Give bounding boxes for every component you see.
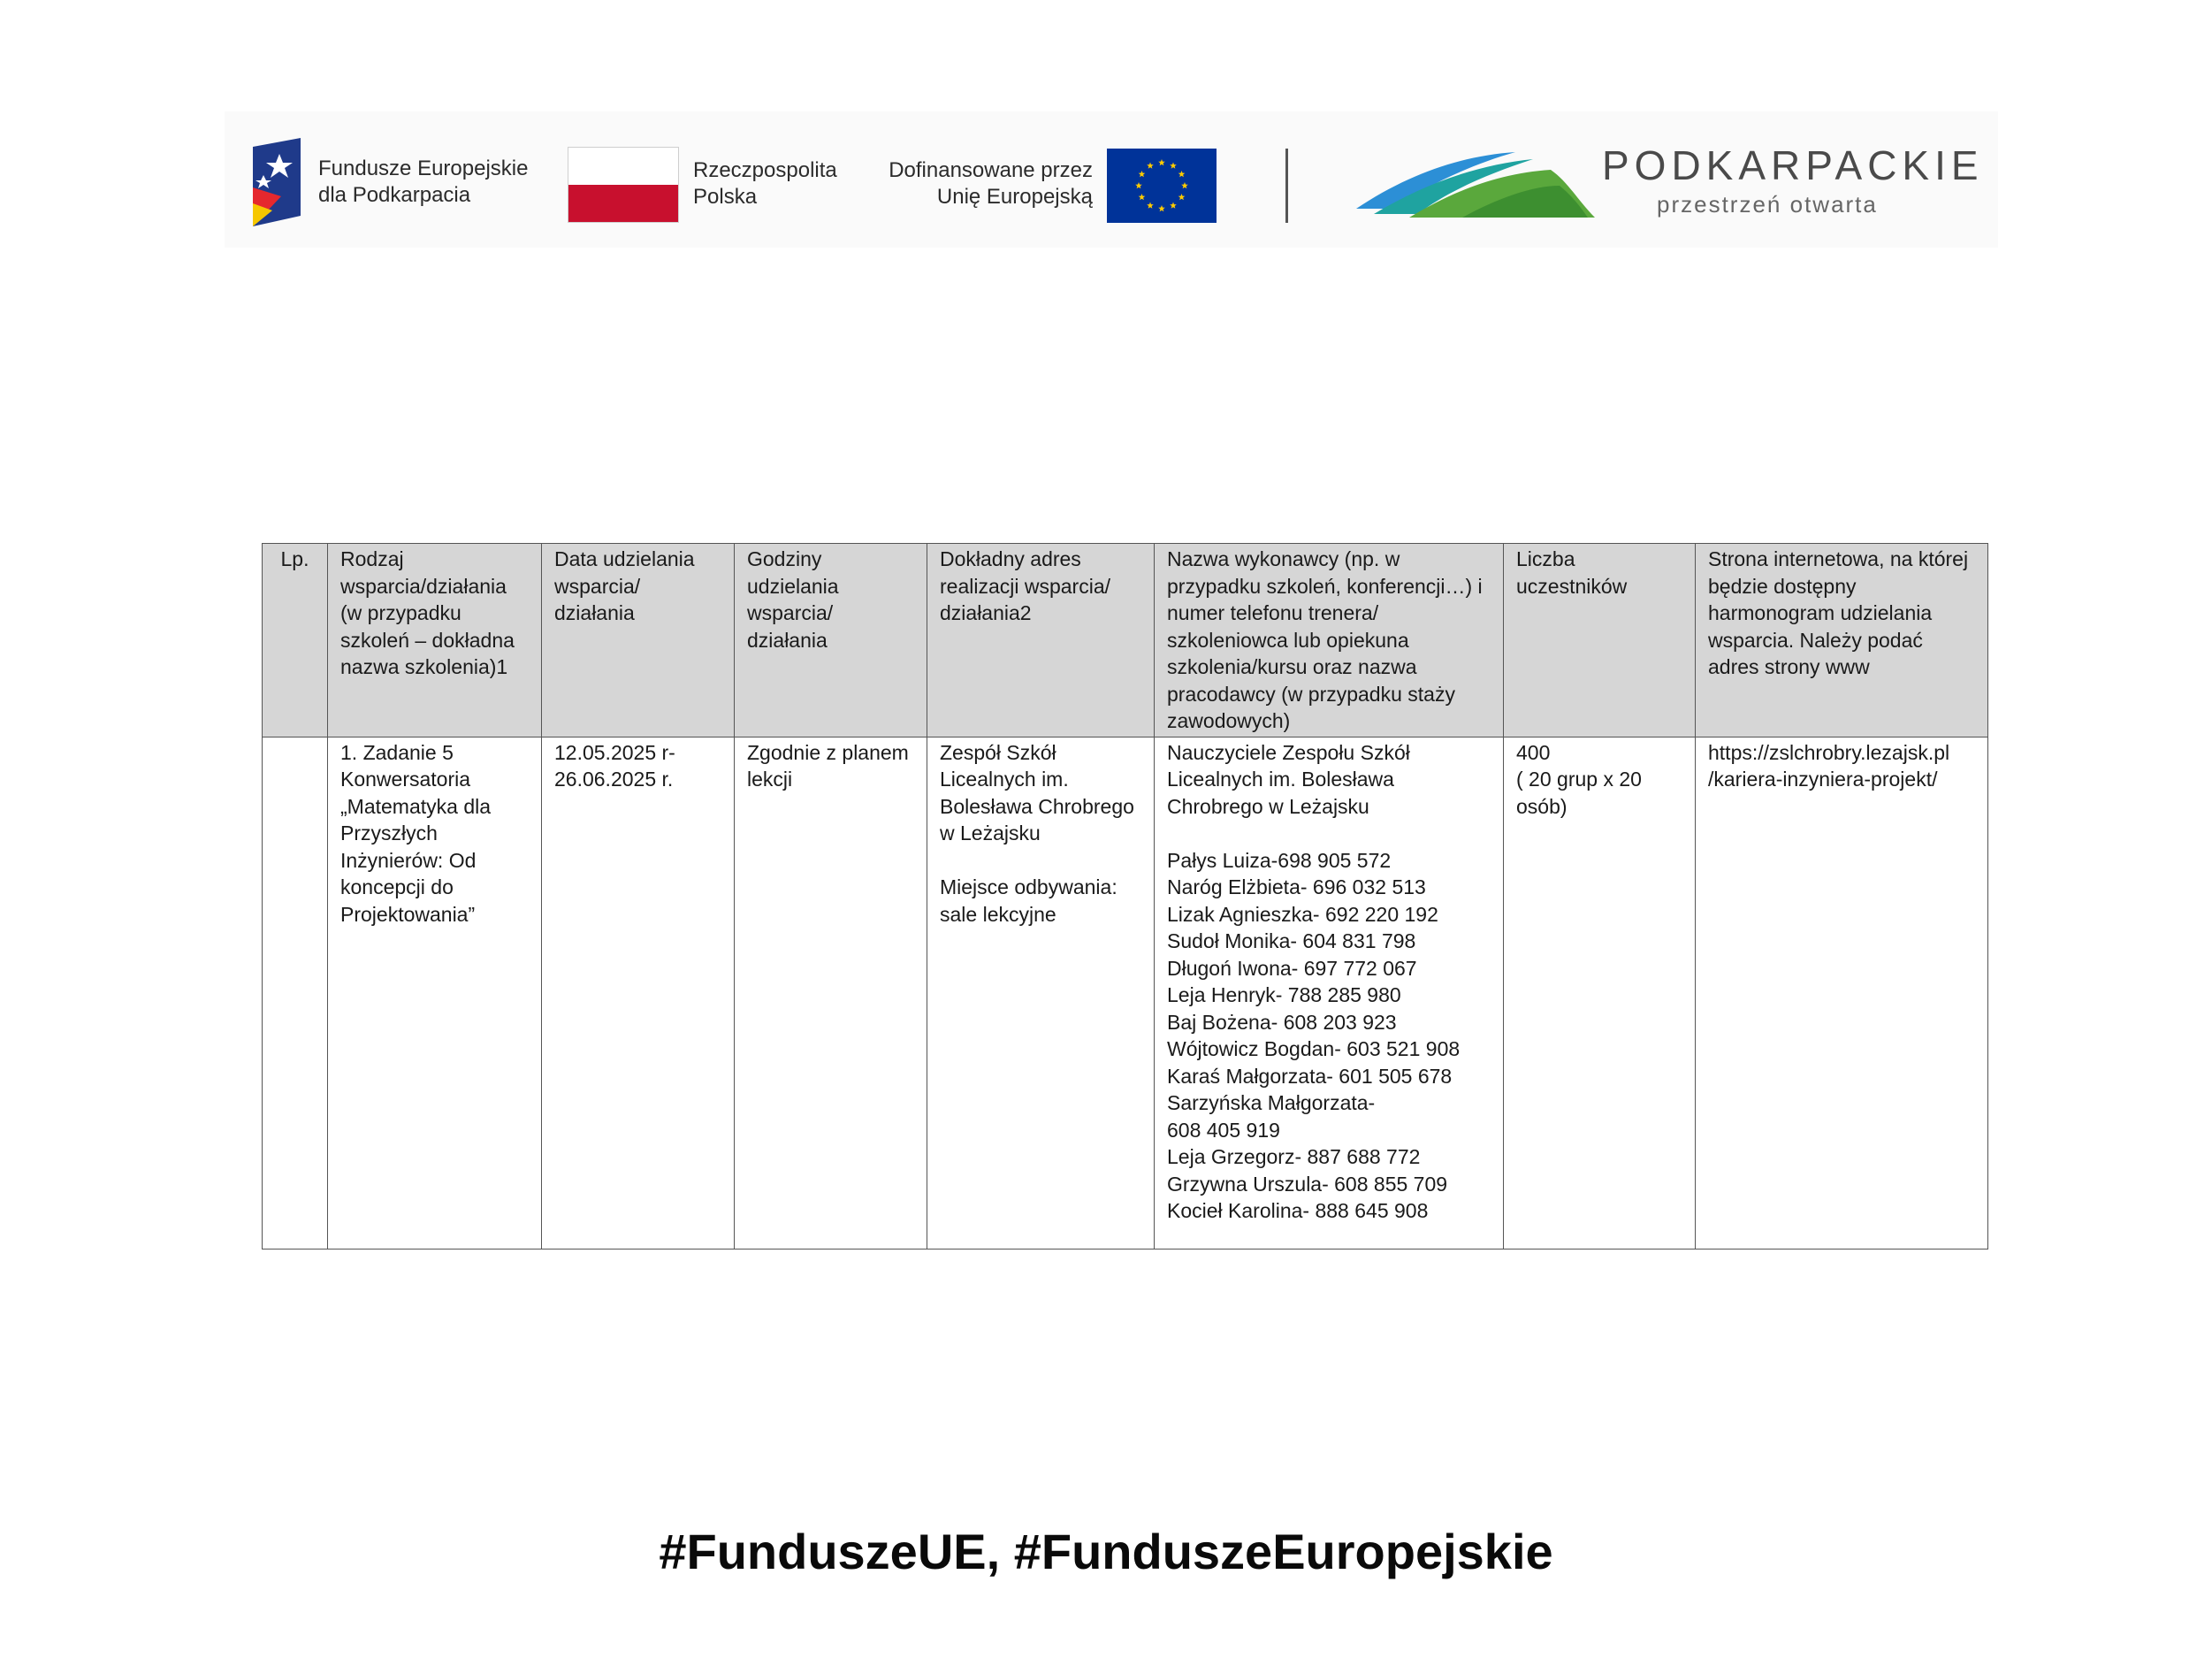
date-end: 26.06.2025 r. [554,768,674,791]
podkarpackie-name: PODKARPACKIE [1602,142,1984,188]
rp-logo-line2: Polska [693,185,758,209]
eu-star-icon [1178,171,1186,177]
cell-strona [1696,737,1988,1249]
eu-funding-logo [881,147,1270,226]
trainer-item: Naróg Elżbieta- 696 032 513 [1167,875,1426,898]
eu-star-icon [1147,162,1154,168]
cell-rodzaj: 1. Zadanie 5 Konwersatoria „Matematyka dla Przyszłych Inżynierów: Od koncepcji do Projektowania” [328,737,542,1249]
header-lp: Lp. [263,544,328,737]
cell-godziny: Zgodnie z planem lekcji [735,737,927,1249]
header-wykonawca: Nazwa wykonawcy (np. w przypadku szkoleń, konferencji…) i numer telefonu trenera/ szkoleniowca lub opiekuna szkolenia/kursu oraz nazwa pracodawcy (w przypadku staży zawodowych) [1155,544,1504,737]
podkarpackie-logo [1356,138,1993,235]
eu-flag-icon [1107,149,1217,223]
eu-logo-text [881,157,1093,210]
fundusze-europejskie-logo [246,134,538,232]
eu-star-icon [1181,182,1188,188]
participants-detail: ( 20 grup x 20 osób) [1516,768,1642,818]
header-adres: Dokładny adres realizacji wsparcia/ działania2 [927,544,1155,737]
eu-star-icon [1158,159,1165,165]
fe-logo-line2: dla Podkarpacia [318,183,471,207]
table-row [263,737,1988,1249]
podkarpackie-tagline: przestrzeń otwarta [1657,191,1878,218]
cell-data [542,737,735,1249]
eu-star-icon [1139,194,1146,200]
trainer-item: Sarzyńska Małgorzata- [1167,1091,1376,1114]
fe-emblem-icon [246,134,308,232]
header-data: Data udzielania wsparcia/ działania [542,544,735,737]
eu-logo-line1: Dofinansowane przez [889,158,1093,182]
trainer-item: 608 405 919 [1167,1118,1280,1142]
trainer-item: Wójtowicz Bogdan- 603 521 908 [1167,1037,1461,1060]
header-liczba: Liczba uczestników [1504,544,1696,737]
participants-count: 400 [1516,740,1551,764]
cell-lp [263,737,328,1249]
trainer-item: Leja Grzegorz- 887 688 772 [1167,1145,1421,1168]
trainer-item: Lizak Agnieszka- 692 220 192 [1167,902,1438,926]
cell-wykonawca [1155,737,1504,1249]
trainer-item: Baj Bożena- 608 203 923 [1167,1010,1397,1034]
footer-hashtags: #FunduszeUE, #FunduszeEuropejskie [659,1524,1553,1579]
website-url-part1: https://zslchrobry.lezajsk.pl [1708,740,1950,764]
eu-star-icon [1170,162,1177,168]
table-header-row [263,544,1988,737]
logo-divider [1285,149,1288,223]
trainer-item: Pałys Luiza-698 905 572 [1167,848,1392,872]
eu-star-icon [1147,203,1154,209]
trainer-item: Karaś Małgorzata- 601 505 678 [1167,1064,1453,1088]
rp-logo-text [693,157,837,210]
rp-logo-line1: Rzeczpospolita [693,158,837,182]
date-start: 12.05.2025 r- [554,740,675,764]
place-text: Miejsce odbywania: sale lekcyjne [940,875,1117,926]
support-schedule-table [262,543,1988,1250]
header-strona: Strona internetowa, na której będzie dostępny harmonogram udzielania wsparcia. Należy podać adres strony www [1696,544,1988,737]
trainer-item: Sudoł Monika- 604 831 798 [1167,929,1416,952]
eu-star-icon [1158,205,1165,211]
trainer-item: Leja Henryk- 788 285 980 [1167,983,1401,1006]
logo-bar [225,111,1998,248]
header-rodzaj: Rodzaj wsparcia/działania (w przypadku szkoleń – dokładna nazwa szkolenia)1 [328,544,542,737]
podkarpackie-hills-icon [1356,147,1595,226]
cell-adres [927,737,1155,1249]
eu-logo-line2: Unię Europejską [936,185,1093,209]
website-url-part2: /kariera-inzyniera-projekt/ [1708,768,1938,791]
rzeczpospolita-logo [568,147,886,226]
eu-star-icon [1139,171,1146,177]
trainer-item: Grzywna Urszula- 608 855 709 [1167,1172,1448,1196]
fe-logo-text [318,156,528,209]
address-text: Zespół Szkół Licealnych im. Bolesława Chrobrego w Leżajsku [940,740,1134,844]
polish-flag-icon [568,147,679,223]
cell-liczba [1504,737,1696,1249]
trainer-item: Długoń Iwona- 697 772 067 [1167,956,1417,980]
trainer-item: Kocieł Karolina- 888 645 908 [1167,1199,1429,1222]
eu-star-icon [1135,182,1142,188]
contractor-intro: Nauczyciele Zespołu Szkół Licealnych im. Bolesława Chrobrego w Leżajsku [1167,740,1410,818]
eu-star-icon [1170,203,1177,209]
fe-logo-line1: Fundusze Europejskie [318,157,529,180]
header-godziny: Godziny udzielania wsparcia/ działania [735,544,927,737]
eu-star-icon [1178,194,1186,200]
